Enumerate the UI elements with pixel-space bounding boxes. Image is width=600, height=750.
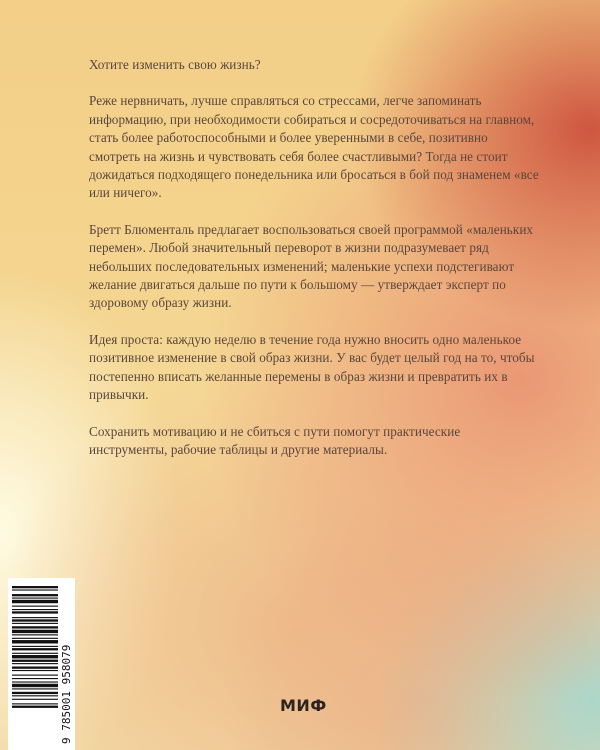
isbn-number: 9 785001 958079 [60,644,73,744]
barcode-bar [12,648,58,650]
barcode-bar [12,606,58,607]
barcode-bar [12,640,58,643]
barcode-bar [12,663,58,664]
barcode-bar [12,609,58,610]
annotation-text [89,56,539,477]
barcode-bar [12,594,58,596]
barcode-bar [12,589,58,590]
barcode-bar [12,646,58,647]
barcode-bar [12,630,58,633]
barcode-bar [12,617,58,618]
barcode-bar [12,681,58,682]
barcode-bar [12,611,58,613]
barcode-bar [12,660,58,662]
publisher-logo: МИФ [280,696,327,715]
barcode-graphic [8,578,75,750]
barcode-bar [12,684,58,687]
barcode-bar [12,706,58,708]
isbn-barcode [8,578,75,750]
paragraph-idea: Идея проста: каждую неделю в течение года нужно вносить одно маленькое позитивное изменение в свой образ жизни. У вас будет целый год на то, чтобы постепенно вписать желанные перемены в образ жизни и превратить их в привычки. [89,331,535,403]
paragraph-benefits: Реже нервничать, лучше справляться со стрессами, легче запоминать информацию, при необходимости собираться и сосредоточиваться на главном, стать более работоспособными и более уверенными в себе, позитивно смотреть на жизнь и чувствовать себя более счастливыми? Тогда не стоит дожидаться подходящего понедельника или бросаться в бой под знаменем «все или ничего». [89,93,539,201]
barcode-bar [12,667,58,669]
barcode-bar [12,586,58,588]
paragraph-tools: Сохранить мотивацию и не сбиться с пути помогут практические инструменты, рабочие таблицы и другие материалы. [89,423,461,457]
barcode-bar [12,619,58,621]
barcode-bar [12,695,58,696]
paragraph-intro: Хотите изменить свою жизнь? [89,57,261,72]
paragraph-author-program: Бретт Блюменталь предлагает воспользоваться своей программой «маленьких перемен». Любой значительный переворот в жизни подразумевает ряд небольших последовательных изменений; маленькие успехи подстегивают желание двигаться дальше по пути к большому — утверждает эксперт по здоровому образу жизни. [89,221,534,311]
barcode-bar [12,623,58,624]
barcode-bar [12,688,58,689]
barcode-bar [12,678,58,679]
barcode-bar [12,638,58,639]
barcode-bar [12,626,58,628]
barcode-bar [12,703,58,704]
barcode-bar [12,634,58,635]
barcode-bar [12,600,58,603]
barcode-bar [12,655,58,658]
barcode-bar [12,675,58,676]
barcode-bar [12,692,58,694]
barcode-bar [12,598,58,599]
barcode-bar [12,699,58,700]
barcode-bar [12,653,58,654]
barcode-bar [12,670,58,671]
